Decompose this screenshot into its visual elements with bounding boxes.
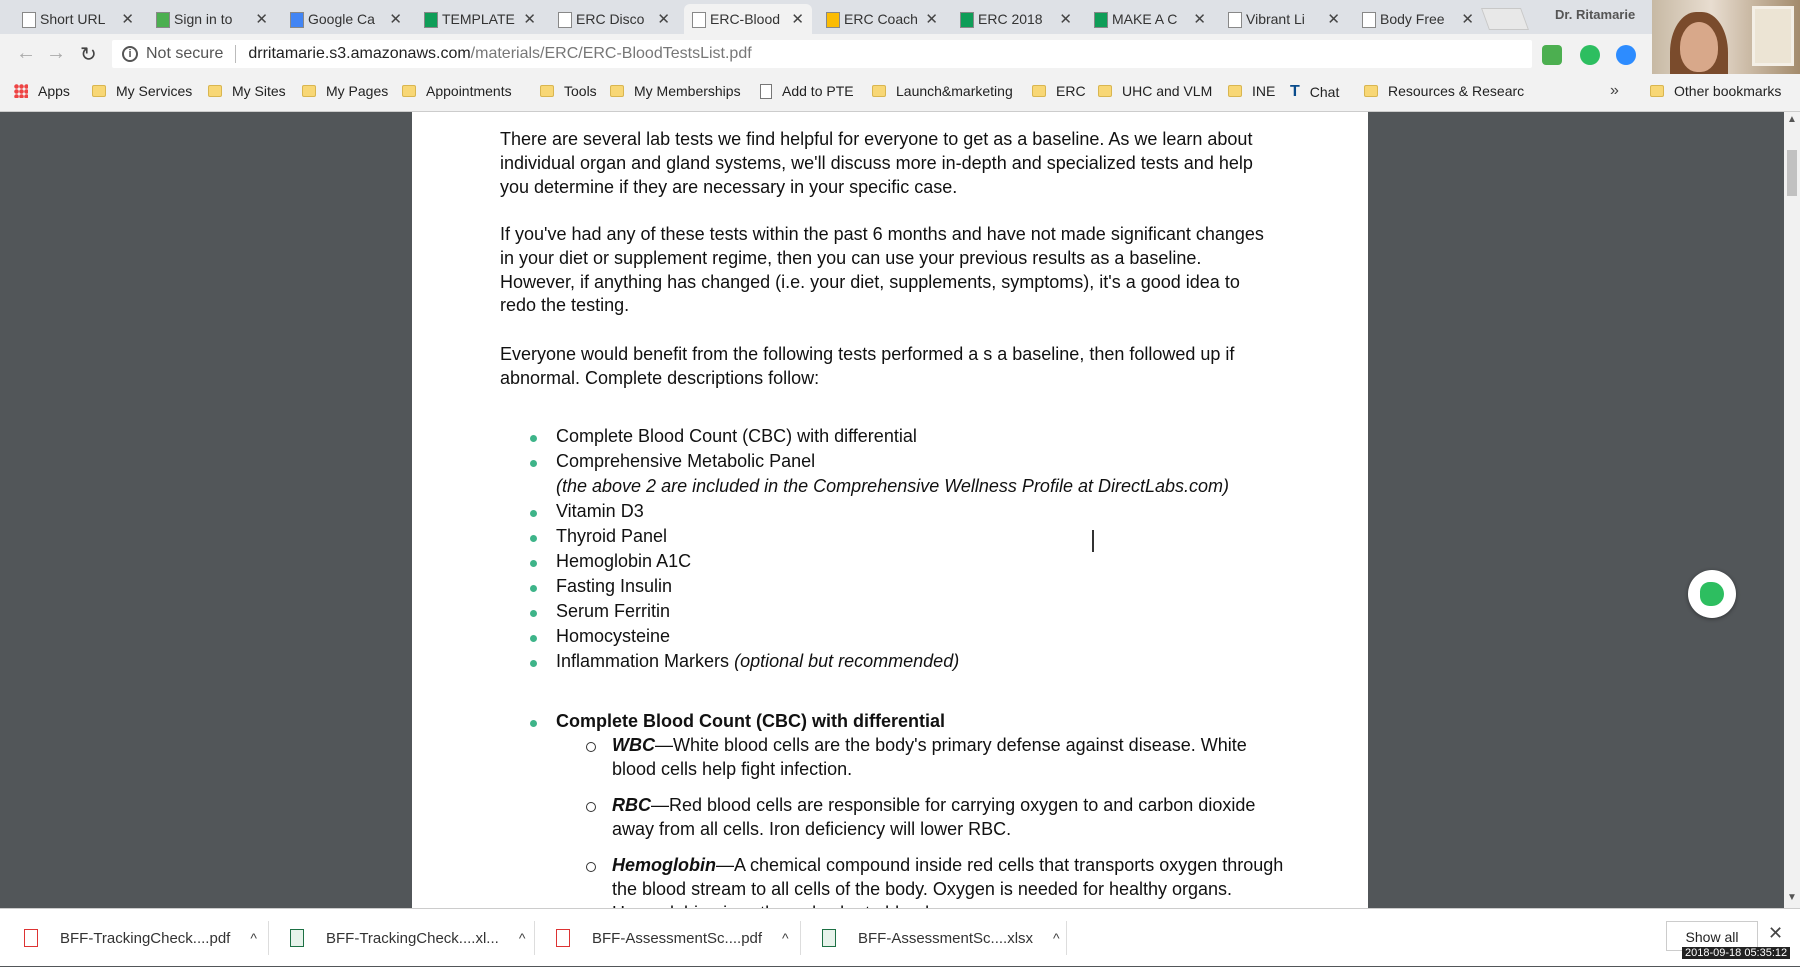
bookmark-10[interactable] [1098, 83, 1212, 99]
tab-close-icon[interactable]: ✕ [1193, 11, 1206, 28]
tab-4[interactable] [550, 4, 678, 34]
tab-1[interactable] [148, 4, 276, 34]
folder-icon [1364, 85, 1378, 97]
bookmark-4[interactable] [402, 83, 512, 99]
download-item[interactable] [822, 909, 1060, 967]
test-item: Inflammation Markers (optional but recommended) [556, 651, 960, 671]
text-cursor [1092, 530, 1094, 552]
drive-icon [826, 12, 840, 28]
bookmark-label: Chat [1309, 84, 1340, 100]
bookmark-7[interactable] [760, 83, 854, 99]
bookmark-1[interactable] [92, 83, 192, 99]
previous-results-paragraph: If you've had any of these tests within the past 6 months and have not made significant changes in your diet or supplement regime, then you can use your previous results as a baseline. However, if anything has changed (i.e. your diet, supplements, symptoms), it's a good idea to redo the testing. [500, 224, 1264, 316]
test-item: Fasting Insulin [556, 576, 673, 596]
bookmark-8[interactable] [872, 83, 1013, 99]
browser-toolbar [0, 34, 1652, 74]
show-all-button[interactable]: Show all [1666, 921, 1758, 951]
reload-icon[interactable]: ↻ [80, 44, 97, 66]
tab-close-icon[interactable]: ✕ [1461, 11, 1474, 28]
pdf-file-icon [24, 929, 38, 947]
test-item: Comprehensive Metabolic Panel [556, 451, 816, 471]
tab-label: ERC Disco [576, 11, 645, 27]
bookmark-label: Tools [564, 83, 597, 99]
excel-file-icon [822, 929, 836, 947]
tab-10[interactable] [1354, 4, 1482, 34]
bookmark-label: Launch&marketing [896, 83, 1013, 99]
url-host[interactable]: drritamarie.s3.amazonaws.com [248, 45, 471, 62]
test-item: Homocysteine [556, 626, 671, 646]
other-bookmarks[interactable]: Other bookmarks [1650, 83, 1781, 99]
leaf-icon [156, 12, 170, 28]
zoom-extension-icon[interactable] [1616, 45, 1636, 65]
tab-close-icon[interactable]: ✕ [657, 11, 670, 28]
tab-label: TEMPLATE [442, 11, 515, 27]
bookmarks-overflow-button[interactable]: » [1610, 82, 1619, 99]
tab-2[interactable] [282, 4, 410, 34]
pdf-viewer[interactable] [0, 112, 1784, 908]
bookmark-13[interactable] [1364, 83, 1524, 99]
detail-item: RBC—Red blood cells are responsible for carrying oxygen to and carbon dioxide away from all cells. Iron deficiency will lower RBC. [612, 795, 1256, 839]
evernote-icon [1700, 582, 1724, 606]
tab-8[interactable] [1086, 4, 1214, 34]
bookmark-label: Apps [38, 83, 70, 99]
timestamp: 2018-09-18 05:35:12 [1682, 947, 1790, 959]
folder-icon [610, 85, 624, 97]
test-item: Vitamin D3 [556, 501, 644, 521]
detail-item: WBC—White blood cells are the body's primary defense against disease. White blood cells help fight infection. [612, 735, 1247, 779]
pdf-page [412, 112, 1368, 908]
scrollbar[interactable] [1784, 112, 1800, 908]
tab-close-icon[interactable]: ✕ [791, 11, 804, 28]
bookmark-label: UHC and VLM [1122, 83, 1213, 99]
tab-close-icon[interactable]: ✕ [255, 11, 268, 28]
bookmark-label: My Pages [326, 83, 389, 99]
back-icon[interactable]: ← [16, 42, 36, 64]
pdf-file-icon [556, 929, 570, 947]
calendar-icon [290, 12, 304, 28]
evernote-extension-icon[interactable] [1580, 45, 1600, 65]
tab-close-icon[interactable]: ✕ [925, 11, 938, 28]
tab-strip [0, 0, 1800, 34]
bookmark-11[interactable] [1228, 83, 1275, 99]
tab-7[interactable] [952, 4, 1080, 34]
section-title: Complete Blood Count (CBC) with differential [556, 711, 945, 731]
bookmark-label: INE [1252, 83, 1276, 99]
chevron-up-icon[interactable]: ^ [782, 930, 789, 946]
page-icon [1228, 12, 1242, 28]
chevron-up-icon[interactable]: ^ [1053, 930, 1060, 946]
download-bar [0, 908, 1800, 966]
download-item[interactable] [290, 909, 525, 967]
folder-icon [92, 85, 106, 97]
tab-label: Google Ca [308, 11, 375, 27]
detail-item: Hemoglobin—A chemical compound inside red cells that transports oxygen through the blood stream to all cells of the body. Oxygen is needed for healthy organs. [612, 855, 1284, 899]
scroll-up-icon[interactable]: ▲ [1787, 114, 1797, 125]
tab-label: ERC Coach [844, 11, 918, 27]
test-item: Serum Ferritin [556, 601, 671, 621]
download-item[interactable] [556, 909, 789, 967]
test-item: Thyroid Panel [556, 526, 668, 546]
page-icon [22, 12, 36, 28]
scroll-thumb[interactable] [1787, 150, 1797, 196]
tab-close-icon[interactable]: ✕ [121, 11, 134, 28]
folder-icon [302, 85, 316, 97]
evernote-clipper-button[interactable] [1688, 570, 1736, 618]
bookmark-6[interactable] [610, 83, 741, 99]
bookmark-label: ERC [1056, 83, 1086, 99]
test-item: Hemoglobin A1C [556, 551, 692, 571]
chat-icon: T [1290, 83, 1300, 100]
bookmark-label: My Services [116, 83, 193, 99]
new-tab-button[interactable] [1481, 8, 1529, 30]
tab-label: Vibrant Li [1246, 11, 1305, 27]
bookmark-5[interactable] [540, 83, 597, 99]
extension-sheets-icon[interactable] [1542, 45, 1562, 65]
page-icon [760, 84, 772, 99]
bookmark-12[interactable] [1290, 83, 1339, 101]
profile-name[interactable]: Dr. Ritamarie [1555, 7, 1636, 22]
download-name: BFF-AssessmentSc....pdf [592, 929, 763, 947]
tab-label: Short URL [40, 11, 106, 27]
page-icon [1362, 12, 1376, 28]
tab-6[interactable] [818, 4, 946, 34]
chevron-up-icon[interactable]: ^ [518, 930, 526, 946]
test-item: Complete Blood Count (CBC) with differential [556, 426, 917, 446]
bookmark-2[interactable] [208, 83, 286, 99]
apps-icon [14, 84, 28, 98]
folder-icon [1650, 85, 1664, 97]
bookmark-label: Resources & Researc [1388, 83, 1525, 99]
scroll-down-icon[interactable]: ▼ [1787, 892, 1797, 903]
folder-icon [872, 85, 886, 97]
download-name: BFF-AssessmentSc....xlsx [858, 929, 1034, 947]
intro-paragraph: There are several lab tests we find helpful for everyone to get as a baseline. As we learn about individual organ and gland systems, we'll discuss more in-depth and specialized tests and help you determine if they are necessary in your specific case. [500, 129, 1253, 197]
security-label[interactable]: Not secure [146, 45, 224, 62]
bookmark-0[interactable] [14, 83, 70, 99]
tab-0[interactable] [14, 4, 142, 34]
bookmark-9[interactable] [1032, 83, 1086, 99]
folder-icon [1032, 85, 1046, 97]
tests-note: (the above 2 are included in the Comprehensive Wellness Profile at DirectLabs.com) [556, 476, 1230, 496]
download-name: BFF-TrackingCheck....xl... [326, 929, 499, 947]
folder-icon [1098, 85, 1112, 97]
tab-close-icon[interactable]: ✕ [389, 11, 402, 28]
inflammation-note: (optional but recommended) [734, 651, 960, 671]
bookmark-label: My Sites [232, 83, 286, 99]
url-path[interactable]: /materials/ERC/ERC-BloodTestsList.pdf [470, 45, 752, 62]
tab-9[interactable] [1220, 4, 1348, 34]
tab-close-icon[interactable]: ✕ [1327, 11, 1340, 28]
folder-icon [208, 85, 222, 97]
chevron-up-icon[interactable]: ^ [250, 930, 257, 946]
bookmarks-bar [0, 74, 1800, 112]
excel-file-icon [290, 929, 304, 947]
tab-label: Sign in to [174, 11, 233, 27]
tab-close-icon[interactable]: ✕ [1059, 11, 1072, 28]
page-icon [692, 12, 706, 28]
sheets-icon [1094, 12, 1108, 28]
tab-3[interactable] [416, 4, 544, 34]
tab-label: ERC-Blood [710, 11, 781, 27]
tab-label: MAKE A C [1112, 11, 1178, 27]
sheets-icon [424, 12, 438, 28]
bookmark-label: Add to PTE [782, 83, 854, 99]
folder-icon [1228, 85, 1242, 97]
close-icon[interactable]: ✕ [1768, 923, 1784, 943]
info-icon[interactable]: i [122, 46, 138, 62]
download-item[interactable] [24, 909, 257, 967]
bookmark-3[interactable] [302, 83, 388, 99]
benefit-paragraph: Everyone would benefit from the following tests performed a s a baseline, then followed up if abnormal. Complete descriptions follow: [500, 344, 1235, 388]
tab-close-icon[interactable]: ✕ [523, 11, 536, 28]
download-name: BFF-TrackingCheck....pdf [60, 929, 231, 947]
folder-icon [540, 85, 554, 97]
sheets-icon [960, 12, 974, 28]
tab-label: Body Free [1380, 11, 1445, 27]
bookmark-label: My Memberships [634, 83, 741, 99]
page-icon [558, 12, 572, 28]
tab-label: ERC 2018 [978, 11, 1043, 27]
address-bar[interactable] [112, 40, 1532, 68]
forward-icon[interactable]: → [46, 42, 66, 64]
tab-5[interactable] [684, 4, 812, 34]
folder-icon [402, 85, 416, 97]
bookmark-label: Appointments [426, 83, 512, 99]
